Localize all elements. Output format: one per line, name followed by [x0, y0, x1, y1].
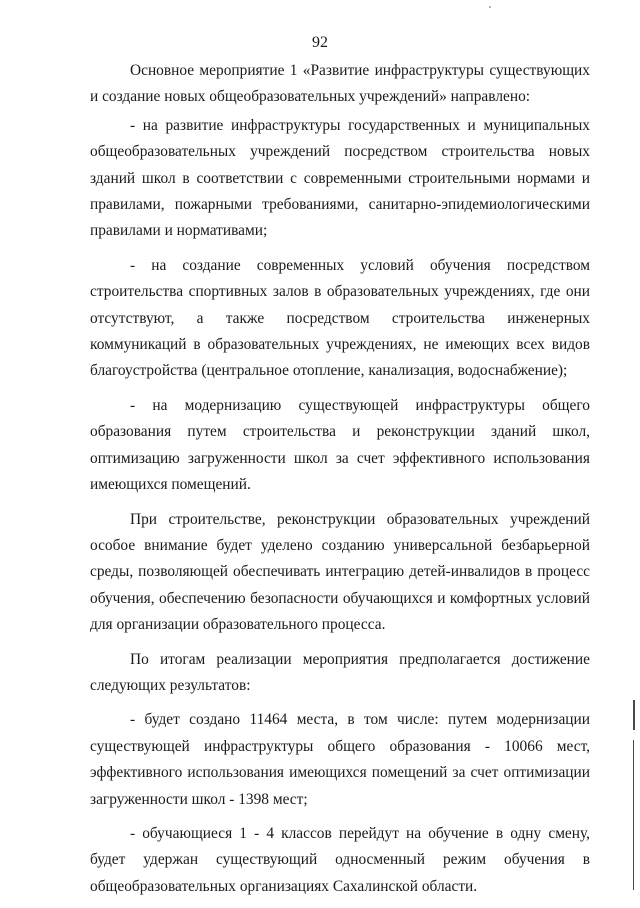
- paragraph-item-conditions: - на создание современных условий обучения посредством строительства спортивных залов в образовательных учреждениях, где они отсутствуют, а также посредством строительства инженерных коммуникаций в образовательных учреждениях, не имеющих всех видов благоустройства (центральное отопление, канализация, водоснабжение);: [90, 256, 590, 380]
- document-body: [90, 58, 590, 908]
- scan-edge-mark: [633, 700, 635, 730]
- paragraph-result-places: - будет создано 11464 места, в том числе: путем модернизации существующей инфраструктуры общего образования - 10066 мест, эффективного использования имеющихся помещений за счет оптимизации загруженности школ - 1398 мест;: [90, 711, 590, 808]
- paragraph-results-intro: По итогам реализации мероприятия предполагается достижение следующих результатов:: [90, 650, 590, 694]
- scan-edge-mark: [633, 740, 634, 890]
- paragraph-item-infrastructure: - на развитие инфраструктуры государственных и муниципальных общеобразовательных учреждений посредством строительства новых зданий школ в соответствии с современными строительными нормами и правилами, пожарными требованиями, санитарно-эпидемиологическими правилами и нормативами;: [90, 116, 590, 240]
- paragraph-barrier-free: При строительстве, реконструкции образовательных учреждений особое внимание будет уделено созданию универсальной безбарьерной среды, позволяющей обеспечивать интеграцию детей-инвалидов в процесс обучения, обеспечению безопасности обучающихся и комфортных условий для организации образовательного процесса.: [90, 510, 590, 634]
- paragraph-intro: Основное мероприятие 1 «Развитие инфраструктуры существующих и создание новых общеобразовательных учреждений» направлено:: [90, 62, 590, 106]
- paragraph-item-modernization: - на модернизацию существующей инфраструктуры общего образования путем строительства и реконструкции зданий школ, оптимизацию загруженности школ за счет эффективного использования имеющихся помещений.: [90, 396, 590, 494]
- scan-speck: [489, 6, 491, 8]
- page-number: 92: [312, 34, 328, 51]
- paragraph-result-shifts: - обучающиеся 1 - 4 классов перейдут на обучение в одну смену, будет удержан существующий односменный режим обучения в общеобразовательных организациях Сахалинской области.: [90, 824, 590, 895]
